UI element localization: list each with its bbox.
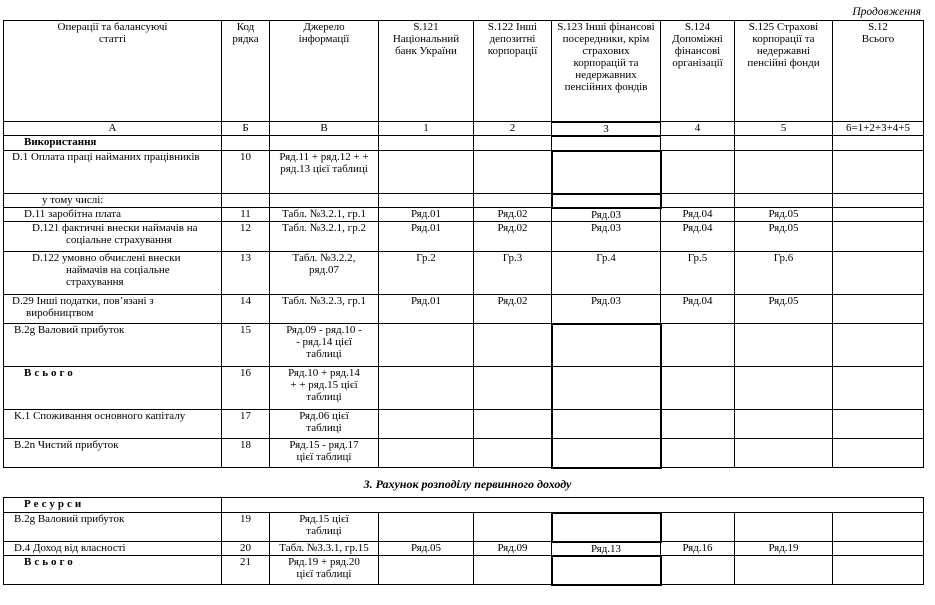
value-s122 bbox=[474, 513, 552, 542]
table-row bbox=[4, 324, 924, 367]
value-s124 bbox=[661, 324, 735, 367]
value-s12 bbox=[833, 410, 924, 439]
operation-label: Всього bbox=[4, 367, 222, 410]
col-label-3: 3 bbox=[552, 122, 661, 136]
col-label-a: А bbox=[4, 122, 222, 136]
value-s122: Ряд.09 bbox=[474, 542, 552, 556]
table-row bbox=[4, 295, 924, 324]
row-code: 10 bbox=[222, 151, 270, 194]
header-s125: S.125 Страхові корпорації та недержавні пенсійні фонди bbox=[735, 21, 833, 122]
value-s124: Ряд.04 bbox=[661, 208, 735, 222]
value-s122 bbox=[474, 151, 552, 194]
section-uses-title: Використання bbox=[4, 136, 222, 151]
value-s125: Ряд.05 bbox=[735, 295, 833, 324]
value-s121 bbox=[379, 151, 474, 194]
table-row bbox=[4, 208, 924, 222]
table-row bbox=[4, 151, 924, 194]
value-s12 bbox=[833, 542, 924, 556]
value-s124 bbox=[661, 556, 735, 585]
operation-label: D.4 Доход від власності bbox=[4, 542, 222, 556]
value-s124 bbox=[661, 513, 735, 542]
header-s124: S.124 Допоміжні фінансові організації bbox=[661, 21, 735, 122]
table-row bbox=[4, 252, 924, 295]
value-s122: Ряд.02 bbox=[474, 208, 552, 222]
value-s123: Ряд.03 bbox=[552, 208, 661, 222]
row-code: 17 bbox=[222, 410, 270, 439]
value-s122: Гр.3 bbox=[474, 252, 552, 295]
value-s125 bbox=[735, 324, 833, 367]
value-s122 bbox=[474, 367, 552, 410]
value-s123 bbox=[552, 556, 661, 585]
operation-label: K.1 Споживання основного капіталу bbox=[4, 410, 222, 439]
operation-label: B.2g Валовий прибуток bbox=[4, 513, 222, 542]
value-s125 bbox=[735, 410, 833, 439]
value-s12 bbox=[833, 151, 924, 194]
source-cell: Ряд.10 + ряд.14 + + ряд.15 цієї таблиці bbox=[270, 367, 379, 410]
value-s123: Ряд.03 bbox=[552, 222, 661, 252]
value-s12 bbox=[833, 208, 924, 222]
source-cell: Табл. №3.2.1, гр.2 bbox=[270, 222, 379, 252]
value-s121 bbox=[379, 556, 474, 585]
value-s121: Ряд.01 bbox=[379, 222, 474, 252]
value-s125: Ряд.05 bbox=[735, 208, 833, 222]
table-row bbox=[4, 542, 924, 556]
value-s124: Гр.5 bbox=[661, 252, 735, 295]
row-code: 18 bbox=[222, 439, 270, 468]
operation-label: у тому числі: bbox=[4, 194, 222, 208]
uses-table bbox=[3, 20, 924, 469]
row-code: 15 bbox=[222, 324, 270, 367]
value-s125: Ряд.05 bbox=[735, 222, 833, 252]
value-s122: Ряд.02 bbox=[474, 295, 552, 324]
value-s122: Ряд.02 bbox=[474, 222, 552, 252]
col-label-2: 2 bbox=[474, 122, 552, 136]
source-cell: Табл. №3.2.2, ряд.07 bbox=[270, 252, 379, 295]
value-s123 bbox=[552, 513, 661, 542]
value-s121: Ряд.01 bbox=[379, 208, 474, 222]
column-labels-row bbox=[4, 122, 924, 136]
value-s124: Ряд.04 bbox=[661, 222, 735, 252]
operation-label: D.121 фактичні внески наймачів на соціальне страхування bbox=[4, 222, 222, 252]
value-s125: Ряд.19 bbox=[735, 542, 833, 556]
col-label-b: Б bbox=[222, 122, 270, 136]
operation-label: D.11 заробітна плата bbox=[4, 208, 222, 222]
value-s121 bbox=[379, 513, 474, 542]
row-code: 19 bbox=[222, 513, 270, 542]
col-label-1: 1 bbox=[379, 122, 474, 136]
header-row bbox=[4, 21, 924, 122]
source-cell: Табл. №3.3.1, гр.15 bbox=[270, 542, 379, 556]
value-s12 bbox=[833, 513, 924, 542]
value-s124 bbox=[661, 410, 735, 439]
header-source: Джерело інформації bbox=[270, 21, 379, 122]
value-s123 bbox=[552, 151, 661, 194]
header-s123: S.123 Інші фінансові посередники, крім страхових корпорацій та недержавних пенсійних фондів bbox=[552, 21, 661, 122]
source-cell: Ряд.15 цієї таблиці bbox=[270, 513, 379, 542]
value-s125: Гр.6 bbox=[735, 252, 833, 295]
value-s123 bbox=[552, 367, 661, 410]
section-resources-title: Ресурси bbox=[4, 498, 222, 513]
header-s121: S.121 Національний банк України bbox=[379, 21, 474, 122]
value-s121 bbox=[379, 410, 474, 439]
continuation-label: Продовження bbox=[852, 6, 921, 18]
value-s125 bbox=[735, 439, 833, 468]
value-s121 bbox=[379, 324, 474, 367]
table-row bbox=[4, 513, 924, 542]
value-s123: Ряд.03 bbox=[552, 295, 661, 324]
operation-label: D.122 умовно обчислені внески наймачів на соціальне страхування bbox=[4, 252, 222, 295]
value-s125 bbox=[735, 556, 833, 585]
table-row bbox=[4, 222, 924, 252]
source-cell: Ряд.15 - ряд.17 цієї таблиці bbox=[270, 439, 379, 468]
col-label-6: 6=1+2+3+4+5 bbox=[833, 122, 924, 136]
header-code: Код рядка bbox=[222, 21, 270, 122]
value-s122 bbox=[474, 439, 552, 468]
value-s123 bbox=[552, 439, 661, 468]
resources-table bbox=[3, 497, 924, 586]
header-s122: S.122 Інші депозитні корпорації bbox=[474, 21, 552, 122]
value-s124: Ряд.04 bbox=[661, 295, 735, 324]
value-s123: Гр.4 bbox=[552, 252, 661, 295]
value-s12 bbox=[833, 367, 924, 410]
source-cell: Ряд.06 цієї таблиці bbox=[270, 410, 379, 439]
operation-label: D.1 Оплата праці найманих працівників bbox=[4, 151, 222, 194]
value-s12 bbox=[833, 439, 924, 468]
value-s12 bbox=[833, 295, 924, 324]
row-code: 21 bbox=[222, 556, 270, 585]
section-uses-row bbox=[4, 136, 924, 151]
value-s123: Ряд.13 bbox=[552, 542, 661, 556]
col-label-v: В bbox=[270, 122, 379, 136]
value-s12 bbox=[833, 222, 924, 252]
col-label-4: 4 bbox=[661, 122, 735, 136]
value-s12 bbox=[833, 556, 924, 585]
source-cell: Табл. №3.2.1, гр.1 bbox=[270, 208, 379, 222]
source-cell: Табл. №3.2.3, гр.1 bbox=[270, 295, 379, 324]
operation-label: D.29 Інші податки, пов’язані з виробництвом bbox=[4, 295, 222, 324]
row-code: 14 bbox=[222, 295, 270, 324]
source-cell: Ряд.19 + ряд.20 цієї таблиці bbox=[270, 556, 379, 585]
operation-label: B.2n Чистий прибуток bbox=[4, 439, 222, 468]
value-s124 bbox=[661, 439, 735, 468]
value-s125 bbox=[735, 151, 833, 194]
value-s125 bbox=[735, 367, 833, 410]
header-s12: S.12 Всього bbox=[833, 21, 924, 122]
operation-label: B.2g Валовий прибуток bbox=[4, 324, 222, 367]
col-label-5: 5 bbox=[735, 122, 833, 136]
table-row bbox=[4, 556, 924, 585]
value-s123 bbox=[552, 410, 661, 439]
value-s121 bbox=[379, 439, 474, 468]
table-row bbox=[4, 367, 924, 410]
table-row bbox=[4, 439, 924, 468]
value-s122 bbox=[474, 410, 552, 439]
value-s121: Ряд.01 bbox=[379, 295, 474, 324]
row-code: 16 bbox=[222, 367, 270, 410]
header-operations: Операції та балансуючі статті bbox=[4, 21, 222, 122]
source-cell: Ряд.09 - ряд.10 - - ряд.14 цієї таблиці bbox=[270, 324, 379, 367]
table-row bbox=[4, 194, 924, 208]
value-s124 bbox=[661, 151, 735, 194]
value-s121 bbox=[379, 367, 474, 410]
value-s124 bbox=[661, 367, 735, 410]
operation-label: Всього bbox=[4, 556, 222, 585]
section-resources-row bbox=[4, 498, 924, 513]
value-s121: Ряд.05 bbox=[379, 542, 474, 556]
value-s123 bbox=[552, 324, 661, 367]
value-s122 bbox=[474, 556, 552, 585]
value-s122 bbox=[474, 324, 552, 367]
row-code: 11 bbox=[222, 208, 270, 222]
row-code: 20 bbox=[222, 542, 270, 556]
section-3-title: 3. Рахунок розподілу первинного доходу bbox=[363, 477, 572, 491]
value-s124: Ряд.16 bbox=[661, 542, 735, 556]
value-s125 bbox=[735, 513, 833, 542]
value-s12 bbox=[833, 324, 924, 367]
row-code: 12 bbox=[222, 222, 270, 252]
source-cell: Ряд.11 + ряд.12 + + ряд.13 цієї таблиці bbox=[270, 151, 379, 194]
row-code: 13 bbox=[222, 252, 270, 295]
value-s121: Гр.2 bbox=[379, 252, 474, 295]
value-s12 bbox=[833, 252, 924, 295]
table-row bbox=[4, 410, 924, 439]
